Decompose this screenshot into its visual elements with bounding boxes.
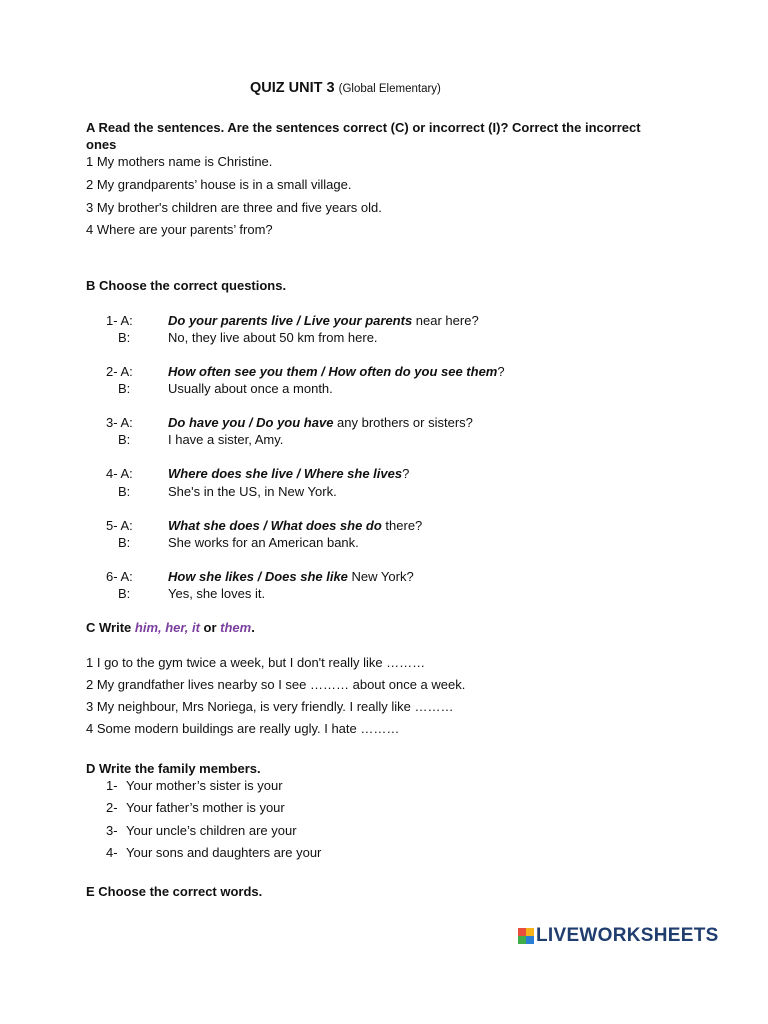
dialogue-a-label: 6- A: <box>106 569 133 584</box>
section-a-item: 4 Where are your parents’ from? <box>86 222 273 237</box>
dialogue-b-label: B: <box>118 381 131 396</box>
section-d-heading: D Write the family members. <box>86 761 261 776</box>
quiz-title: QUIZ UNIT 3 <box>250 80 335 96</box>
question-rest: ? <box>497 364 505 379</box>
liveworksheets-logo <box>518 925 719 947</box>
question-rest: near here? <box>412 313 479 328</box>
dialogue-answer: Usually about once a month. <box>168 381 333 396</box>
question-options: How she likes / Does she like <box>168 569 348 584</box>
question-rest: any brothers or sisters? <box>333 415 473 430</box>
dialogue-question <box>168 313 479 328</box>
section-a-item: 2 My grandparents’ house is in a small village. <box>86 177 352 192</box>
dialogue-b-label: B: <box>118 586 131 601</box>
dialogue-answer: She's in the US, in New York. <box>168 484 337 499</box>
pronoun-last: them <box>220 620 252 635</box>
dialogue-a-label: 4- A: <box>106 466 133 481</box>
dialogue-question <box>168 518 422 533</box>
dialogue-a-label: 1- A: <box>106 313 133 328</box>
section-d-item: Your father’s mother is your <box>126 800 285 815</box>
dialogue-b-label: B: <box>118 432 131 447</box>
section-c-item: 3 My neighbour, Mrs Noriega, is very friendly. I really like ……… <box>86 699 454 714</box>
section-d-num: 1- <box>106 778 118 793</box>
quiz-subtitle: (Global Elementary) <box>338 83 441 95</box>
section-d-num: 4- <box>106 845 118 860</box>
dialogue-b-label: B: <box>118 330 131 345</box>
section-c-item: 2 My grandfather lives nearby so I see ……… about once a week. <box>86 677 466 692</box>
section-d-item: Your mother’s sister is your <box>126 778 283 793</box>
question-options: What she does / What does she do <box>168 518 382 533</box>
dialogue-answer: No, they live about 50 km from here. <box>168 330 378 345</box>
dialogue-question <box>168 466 409 481</box>
page-title <box>250 80 441 96</box>
dialogue-a-label: 5- A: <box>106 518 133 533</box>
section-a-item: 3 My brother's children are three and five years old. <box>86 200 382 215</box>
section-c-item: 1 I go to the gym twice a week, but I don't really like ……… <box>86 655 426 670</box>
dialogue-question <box>168 415 473 430</box>
dialogue-question <box>168 569 414 584</box>
section-c-heading <box>86 620 255 635</box>
dialogue-answer: Yes, she loves it. <box>168 586 266 601</box>
section-c-end: . <box>251 620 255 635</box>
question-rest: New York? <box>347 569 414 584</box>
question-options: Do your parents live / Live your parents <box>168 313 413 328</box>
section-c-item: 4 Some modern buildings are really ugly. I hate ……… <box>86 721 400 736</box>
section-a-heading: A Read the sentences. Are the sentences correct (C) or incorrect (I)? Correct the incorrect <box>86 120 641 135</box>
dialogue-b-label: B: <box>118 535 131 550</box>
pronoun-options: him, her, it <box>134 620 200 635</box>
question-rest: there? <box>381 518 423 533</box>
section-c-or: or <box>199 620 221 635</box>
dialogue-answer: She works for an American bank. <box>168 535 359 550</box>
section-b-heading: B Choose the correct questions. <box>86 278 287 293</box>
liveworksheets-logo-icon <box>518 928 534 944</box>
section-d-item: Your uncle’s children are your <box>126 823 297 838</box>
section-c-prefix: C Write <box>86 620 135 635</box>
question-options: How often see you them / How often do you see them <box>168 364 498 379</box>
dialogue-b-label: B: <box>118 484 131 499</box>
section-a-heading-cont: ones <box>86 137 117 152</box>
question-rest: ? <box>402 466 410 481</box>
section-e-heading: E Choose the correct words. <box>86 884 263 899</box>
question-options: Do have you / Do you have <box>168 415 334 430</box>
dialogue-a-label: 2- A: <box>106 364 133 379</box>
section-d-num: 3- <box>106 823 118 838</box>
question-options: Where does she live / Where she lives <box>168 466 403 481</box>
section-a-item: 1 My mothers name is Christine. <box>86 154 273 169</box>
section-d-item: Your sons and daughters are your <box>126 845 322 860</box>
section-d-num: 2- <box>106 800 118 815</box>
logo-text: LIVEWORKSHEETS <box>536 925 719 946</box>
dialogue-question <box>168 364 505 379</box>
dialogue-answer: I have a sister, Amy. <box>168 432 284 447</box>
dialogue-a-label: 3- A: <box>106 415 133 430</box>
